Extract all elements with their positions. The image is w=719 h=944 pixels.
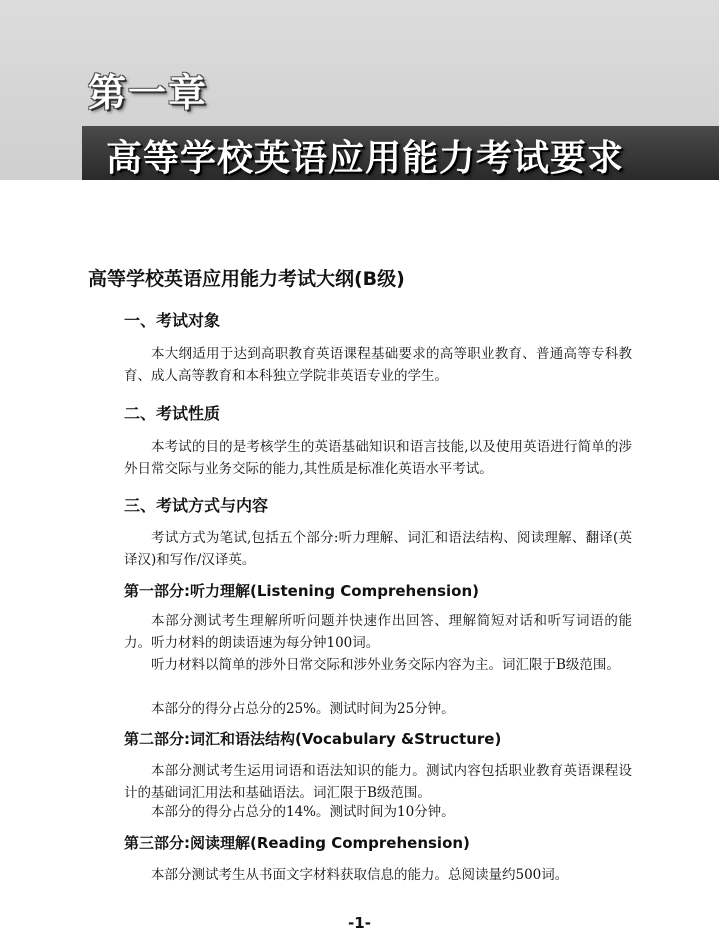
paragraph: 本大纲适用于达到高职教育英语课程基础要求的高等职业教育、普通高等专科教育、成人高等教育和本科独立学院非英语专业的学生。: [124, 346, 632, 384]
document-title: 高等学校英语应用能力考试大纲(B级): [88, 268, 405, 290]
section-heading: 二、考试性质: [124, 404, 221, 423]
paragraph: 考试方式为笔试,包括五个部分:听力理解、词汇和语法结构、阅读理解、翻译(英译汉)和写作/汉译英。: [124, 530, 632, 568]
chapter-title: 高等学校英语应用能力考试要求: [106, 138, 625, 179]
paragraph: 本部分的得分占总分的25%。测试时间为25分钟。: [151, 701, 455, 717]
paragraph: 本部分测试考生理解所听问题并快速作出回答、理解简短对话和听写词语的能力。听力材料的朗读语速为每分钟100词。: [124, 613, 632, 651]
part-heading: 第三部分:阅读理解(Reading Comprehension): [124, 834, 470, 852]
chapter-label: 第一章: [88, 71, 209, 115]
section-heading: 一、考试对象: [124, 311, 221, 330]
paragraph: 听力材料以简单的涉外日常交际和涉外业务交际内容为主。词汇限于B级范围。: [151, 657, 620, 673]
part-heading: 第一部分:听力理解(Listening Comprehension): [124, 582, 479, 600]
page-number: -1-: [348, 914, 371, 932]
paragraph: 本部分测试考生从书面文字材料获取信息的能力。总阅读量约500词。: [151, 867, 569, 883]
part-heading: 第二部分:词汇和语法结构(Vocabulary &Structure): [124, 730, 502, 748]
section-heading: 三、考试方式与内容: [124, 496, 269, 515]
paragraph: 本部分测试考生运用词语和语法知识的能力。测试内容包括职业教育英语课程设计的基础词汇用法和基础语法。词汇限于B级范围。: [124, 763, 632, 801]
paragraph: 本考试的目的是考核学生的英语基础知识和语言技能,以及使用英语进行简单的涉外日常交际与业务交际的能力,其性质是标准化英语水平考试。: [124, 439, 632, 477]
paragraph: 本部分的得分占总分的14%。测试时间为10分钟。: [151, 804, 455, 820]
